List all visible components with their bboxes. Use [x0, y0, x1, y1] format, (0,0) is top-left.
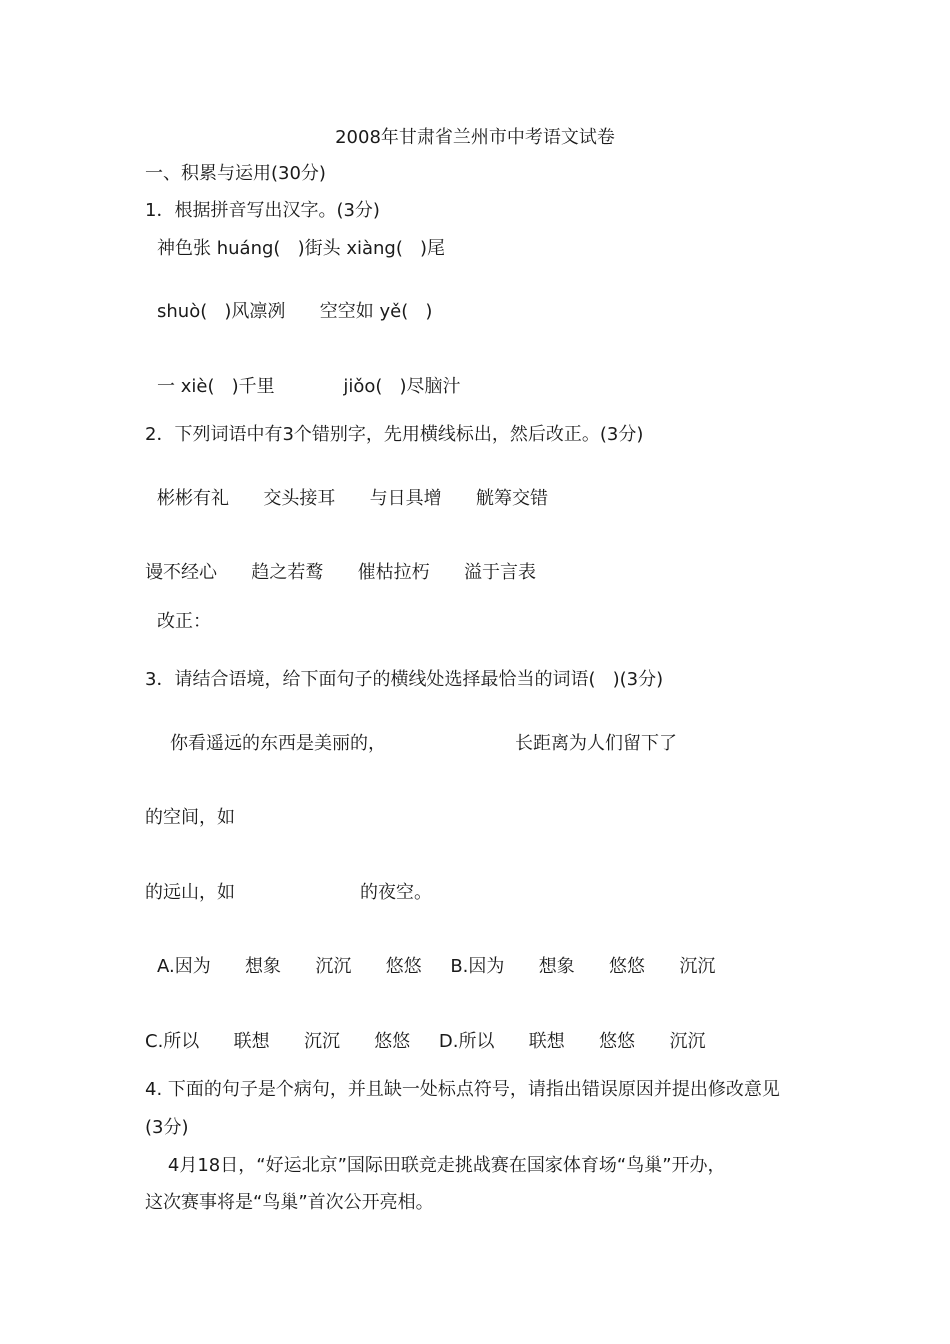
question-2-row-1: 彬彬有礼 交头接耳 与日具增 觥筹交错	[157, 488, 548, 509]
question-3-sentence-part-5: 的夜空。	[360, 882, 432, 903]
question-4-text-line-1: 4月18日，“好运北京”国际田联竞走挑战赛在国家体育场“鸟巢”开办，	[145, 1155, 726, 1176]
question-1-stem: 1．根据拼音写出汉字。(3分)	[145, 200, 380, 221]
question-3-sentence-part-3: 的空间，如	[145, 807, 235, 828]
question-3-options-row-2: C.所以 联想 沉沉 悠悠 D.所以 联想 悠悠 沉沉	[145, 1031, 706, 1052]
question-1-row-1: 神色张 huáng( )街头 xiàng( )尾	[157, 238, 446, 259]
section-heading: 一、积累与运用(30分)	[145, 163, 326, 184]
question-4-text-line-2: 这次赛事将是“鸟巢”首次公开亮相。	[145, 1192, 434, 1213]
question-4-stem: 4. 下面的句子是个病句，并且缺一处标点符号，请指出错误原因并提出修改意见	[145, 1079, 780, 1100]
question-2-row-2: 谩不经心 趋之若鹜 催枯拉朽 溢于言表	[145, 562, 536, 583]
page-title: 2008年甘肃省兰州市中考语文试卷	[335, 127, 615, 148]
question-3-stem: 3．请结合语境，给下面句子的横线处选择最恰当的词语( )(3分)	[145, 669, 664, 690]
question-3-sentence-part-2: 长距离为人们留下了	[515, 733, 677, 754]
question-1-row-3: 一 xiè( )千里 jiǒo( )尽脑汁	[157, 376, 461, 397]
question-2-fix-label: 改正：	[157, 611, 211, 632]
question-3-options-row-1: A.因为 想象 沉沉 悠悠 B.因为 想象 悠悠 沉沉	[157, 956, 716, 977]
question-3-sentence-part-1: 你看遥远的东西是美丽的，	[170, 733, 386, 754]
question-4-score: (3分)	[145, 1117, 189, 1138]
question-2-stem: 2．下列词语中有3个错别字，先用横线标出，然后改正。(3分)	[145, 424, 644, 445]
question-1-row-2: shuò( )风凛冽 空空如 yě( )	[157, 301, 433, 322]
question-3-sentence-part-4: 的远山，如	[145, 882, 235, 903]
